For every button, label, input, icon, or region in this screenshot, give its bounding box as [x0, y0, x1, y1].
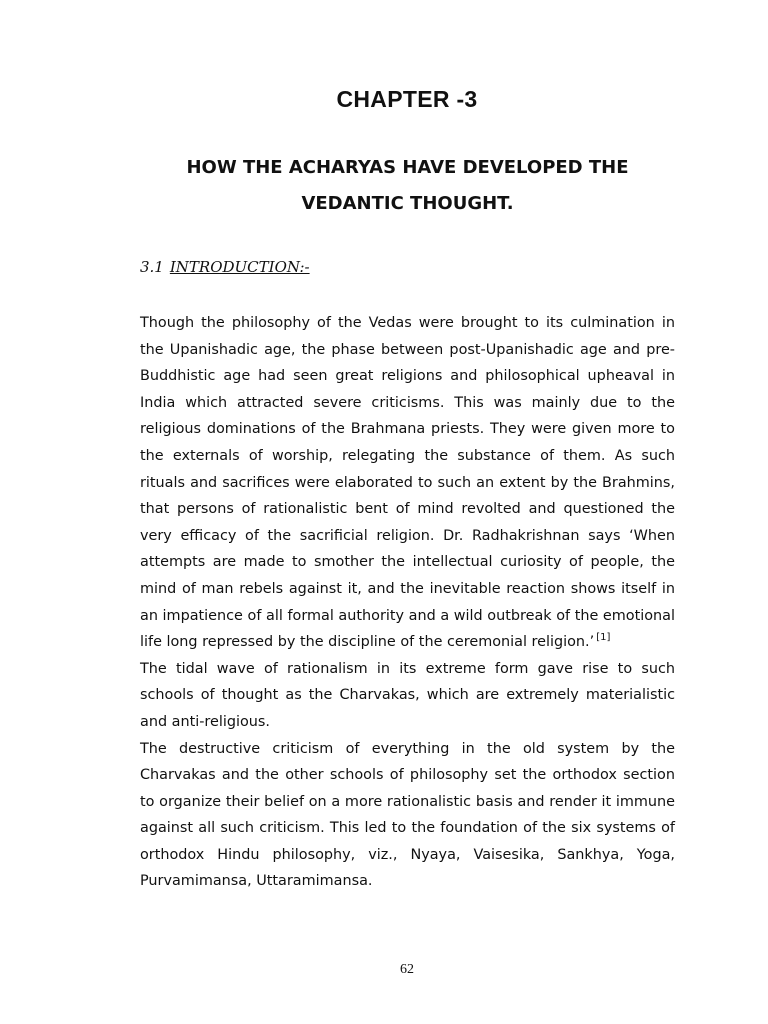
body-text: [140, 310, 675, 895]
section-number: 3.1: [140, 258, 164, 276]
page-number: 62: [400, 962, 414, 977]
section-heading: [140, 258, 310, 276]
paragraph-1-text: Though the philosophy of the Vedas were brought to its culmination in the Upanishadic age, the phase between post-Upanishadic age and pre-Buddhistic age had seen great religions and philosophical upheaval in India which attracted severe criticisms. This was mainly due to the religious dominations of the Brahmana priests. They were given more to the externals of worship, relegating the substance of them. As such rituals and sacrifices were elaborated to such an extent by the Brahmins, that persons of rationalistic bent of mind revolted and questioned the very efficacy of the sacrificial religion. Dr. Radhakrishnan says ‘When attempts are made to smother the intellectual curiosity of people, the mind of man rebels against it, and the inevitable reaction shows itself in an impatience of all formal authority and a wild outbreak of the emotional life long repressed by the discipline of the ceremonial religion.’: [140, 315, 675, 651]
section-label: INTRODUCTION:-: [169, 258, 310, 276]
chapter-title: CHAPTER -3: [336, 86, 478, 112]
chapter-subtitle: HOW THE ACHARYAS HAVE DEVELOPED THE VEDANTIC THOUGHT.: [186, 157, 629, 214]
paragraph-3: The destructive criticism of everything in the old system by the Charvakas and the other schools of philosophy set the orthodox section to organize their belief on a more rationalistic basis and render it immune against all such criticism. This led to the foundation of the six systems of orthodox Hindu philosophy, viz., Nyaya, Vaisesika, Sankhya, Yoga, Purvamimansa, Uttaramimansa.: [140, 740, 675, 890]
footnote-reference[interactable]: [1]: [596, 632, 611, 644]
paragraph-2: The tidal wave of rationalism in its extreme form gave rise to such schools of thought as the Charvakas, which are extremely materialistic and anti-religious.: [140, 660, 675, 730]
paragraph-1: [140, 310, 675, 656]
